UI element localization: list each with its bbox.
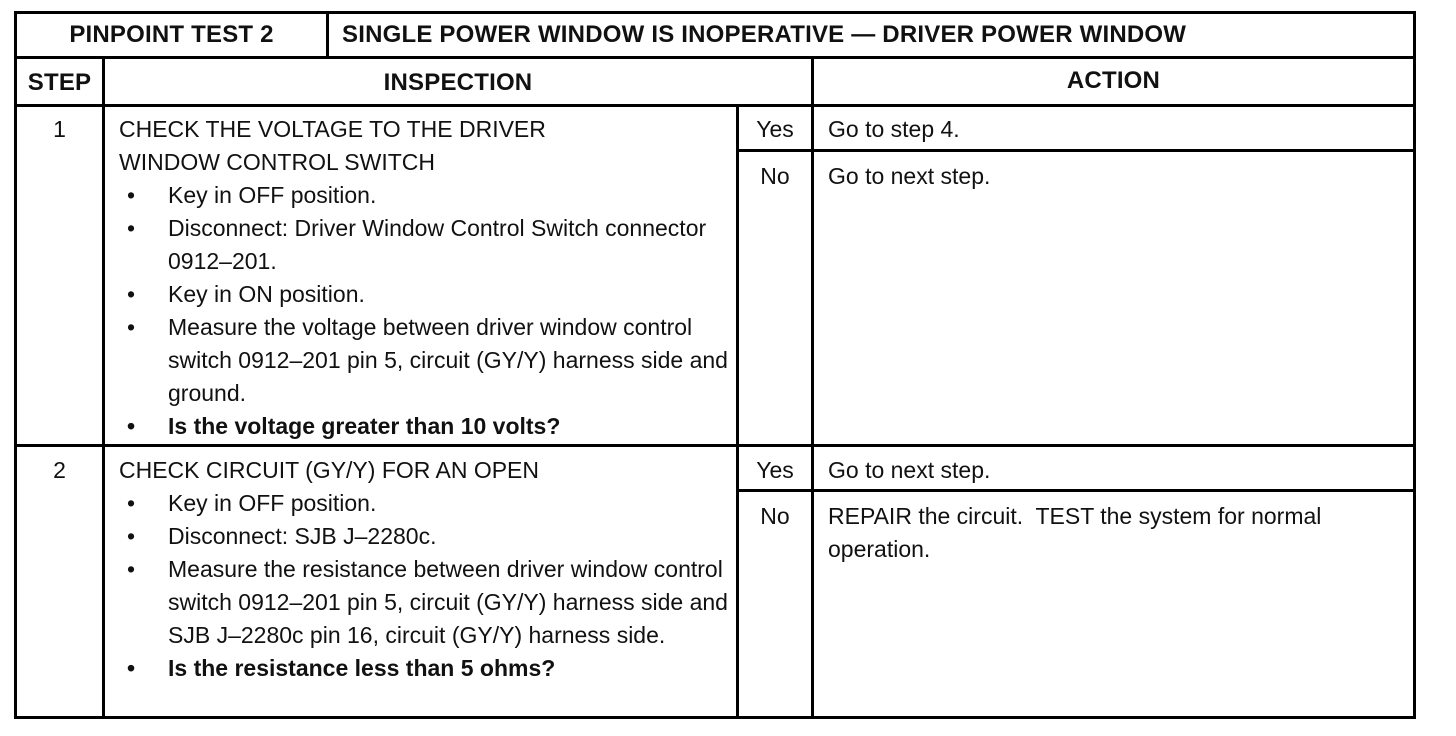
step-bullet-list	[119, 487, 731, 685]
rule-step1-bottom	[14, 444, 1416, 447]
bullet-icon: •	[126, 215, 136, 241]
bullet-icon: •	[126, 556, 136, 582]
rule-title-divider	[326, 11, 329, 58]
bullet-item: • Key in OFF position.	[119, 179, 731, 212]
bullet-item-question: • Is the resistance less than 5 ohms?	[119, 652, 731, 685]
no-action: REPAIR the circuit. TEST the system for normal operation.	[828, 503, 1328, 562]
step-number: 1	[53, 116, 66, 142]
step-heading-line: CHECK CIRCUIT (GY/Y) FOR AN OPEN	[119, 457, 540, 483]
rule-step2-yes-bottom	[736, 489, 1416, 492]
column-header-action: ACTION	[1066, 67, 1161, 94]
step-heading-line: CHECK THE VOLTAGE TO THE DRIVER	[119, 116, 546, 142]
bullet-item: • Measure the voltage between driver window control switch 0912–201 pin 5, circuit (GY/Y) harness side and ground.	[119, 311, 731, 410]
bullet-icon: •	[126, 655, 136, 681]
no-label: No	[760, 163, 790, 189]
no-label: No	[760, 503, 790, 529]
rule-step-column	[102, 56, 105, 719]
step-heading-line: WINDOW CONTROL SWITCH	[119, 149, 436, 175]
rule-column-header-bottom	[14, 104, 1416, 107]
test-title: SINGLE POWER WINDOW IS INOPERATIVE — DRIVER POWER WINDOW	[342, 21, 1187, 48]
rule-yesno-column	[736, 104, 739, 719]
bullet-item: • Disconnect: SJB J–2280c.	[119, 520, 731, 553]
bullet-icon: •	[126, 490, 136, 516]
step-inspection	[119, 454, 731, 685]
yes-label: Yes	[756, 457, 794, 483]
bullet-item: • Disconnect: Driver Window Control Switch connector 0912–201.	[119, 212, 731, 278]
bullet-item: • Measure the resistance between driver window control switch 0912–201 pin 5, circuit (GY/Y) harness side and SJB J–2280c pin 16, circuit (GY/Y) harness side.	[119, 553, 731, 652]
rule-inspection-column	[811, 56, 814, 719]
no-action: Go to next step.	[828, 163, 991, 189]
step-number: 2	[53, 457, 66, 483]
yes-action: Go to step 4.	[828, 116, 960, 142]
bullet-item: • Key in ON position.	[119, 278, 731, 311]
yes-action: Go to next step.	[828, 457, 991, 483]
step-bullet-list	[119, 179, 731, 443]
rule-title-bottom	[14, 56, 1416, 59]
column-header-step: STEP	[27, 69, 92, 96]
test-id: PINPOINT TEST 2	[69, 21, 274, 48]
column-header-inspection: INSPECTION	[383, 69, 533, 96]
step-inspection	[119, 113, 731, 443]
yes-label: Yes	[756, 116, 794, 142]
bullet-icon: •	[126, 182, 136, 208]
bullet-item: • Key in OFF position.	[119, 487, 731, 520]
bullet-item-question: • Is the voltage greater than 10 volts?	[119, 410, 731, 443]
bullet-icon: •	[126, 523, 136, 549]
bullet-icon: •	[126, 281, 136, 307]
bullet-icon: •	[126, 314, 136, 340]
rule-step1-yes-bottom	[736, 149, 1416, 152]
bullet-icon: •	[126, 413, 136, 439]
